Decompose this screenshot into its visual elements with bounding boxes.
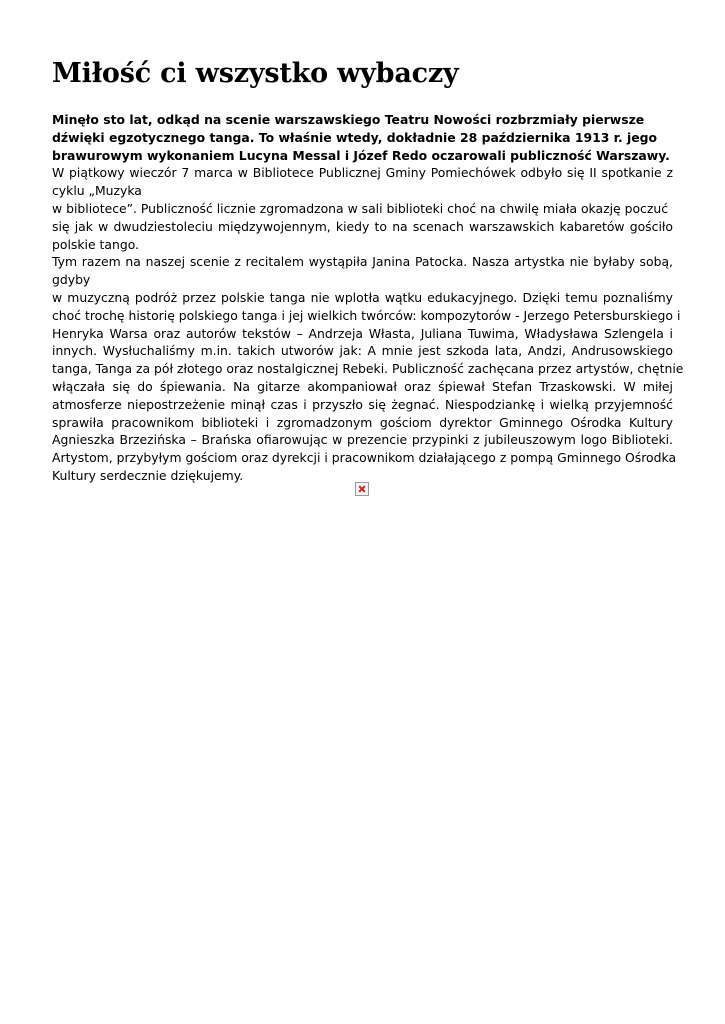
body-line: w bibliotece”. Publiczność licznie zgromadzona w sali biblioteki choć na chwilę miała okazję poczuć — [52, 200, 669, 216]
body-line: Artystom, przybyłym gościom oraz dyrekcji i pracownikom działającego z pompą Gminnego Ośrodka — [52, 450, 677, 466]
lead-line: brawurowym wykonaniem Lucyna Messal i Józef Redo oczarowali publiczność Warszawy. — [52, 147, 670, 163]
body-line: się jak w dwudziestoleciu międzywojennym, kiedy to na scenach warszawskich kabaretów gościło — [52, 218, 673, 234]
body-line: W piątkowy wieczór 7 marca w Bibliotece Publicznej Gminy Pomiechówek odbyło się II spotkanie z — [52, 165, 673, 181]
lead-paragraph — [52, 111, 673, 164]
body-line: innych. Wysłuchaliśmy m.in. takich utworów jak: A mnie jest szkoda lata, Andzi, Andrusowskiego — [52, 343, 673, 359]
article-title: Miłość ci wszystko wybaczy — [52, 58, 459, 89]
body-line: tanga, Tanga za pół złotego oraz nostalgicznej Rebeki. Publiczność zachęcana przez artystów, chętnie — [52, 361, 684, 377]
body-line: cyklu „Muzyka — [52, 183, 142, 199]
body-line: Tym razem na naszej scenie z recitalem wystąpiła Janina Patocka. Nasza artystka nie byłaby sobą, — [52, 254, 673, 270]
body-line: sprawiła pracownikom biblioteki i zgromadzonym gościom dyrektor Gminnego Ośrodka Kultury — [52, 414, 673, 430]
body-line: w muzyczną podróż przez polskie tanga nie wplotła wątku edukacyjnego. Dzięki temu poznaliśmy — [52, 289, 673, 305]
lead-line: dźwięki egzotycznego tanga. To właśnie wtedy, dokładnie 28 października 1913 r. jego — [52, 129, 658, 145]
body-line: atmosferze niepostrzeżenie minął czas i przyszło się żegnać. Niespodziankę i wielką przyjemność — [52, 396, 673, 412]
article — [52, 56, 684, 485]
article-body — [52, 164, 684, 484]
body-line: włączała się do śpiewania. Na gitarze akompaniował oraz śpiewał Stefan Trzaskowski. W miłej — [52, 378, 673, 394]
broken-image-icon — [355, 482, 369, 496]
body-line: polskie tango. — [52, 236, 139, 252]
body-line: choć trochę historię polskiego tanga i jej wielkich twórców: kompozytorów - Jerzego Petersburskiego i — [52, 307, 681, 323]
body-line: Agnieszka Brzezińska – Brańska ofiarowując w prezencie przypinki z jubileuszowym logo Biblioteki. — [52, 432, 673, 448]
article-image — [355, 482, 369, 496]
body-line: gdyby — [52, 272, 91, 288]
lead-line: Minęło sto lat, odkąd na scenie warszawskiego Teatru Nowości rozbrzmiały pierwsze — [52, 112, 645, 127]
body-line: Henryka Warsa oraz autorów tekstów – Andrzeja Własta, Juliana Tuwima, Władysława Szlengela i — [52, 325, 673, 341]
body-line: Kultury serdecznie dziękujemy. — [52, 467, 244, 483]
